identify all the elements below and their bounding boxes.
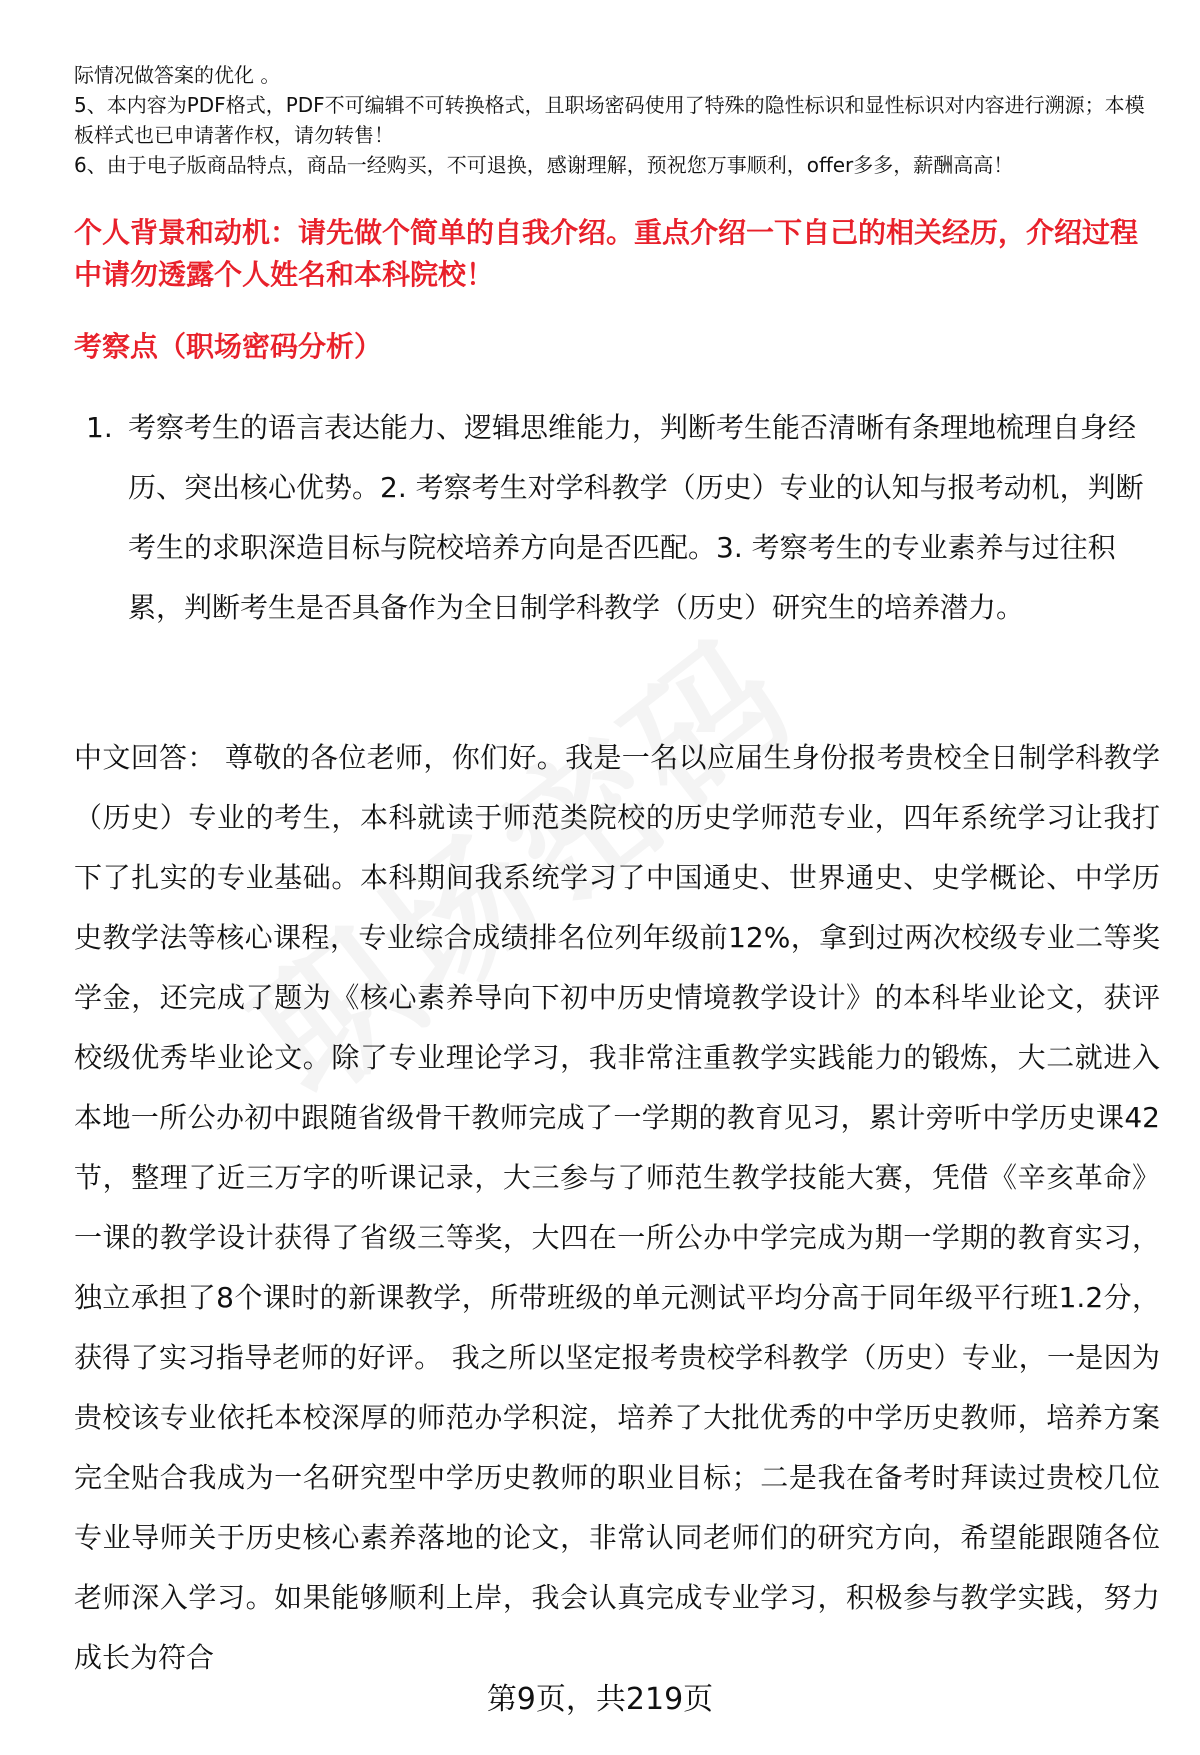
kaochadian-list [74,398,1154,638]
page-number: 第9页，共219页 [486,1682,714,1717]
list-item-number: 1. [86,411,113,444]
list-item-text: 考察考生的语言表达能力、逻辑思维能力，判断考生能否清晰有条理地梳理自身经历、突出核心优势。2. 考察考生对学科教学（历史）专业的认知与报考动机，判断考生的求职深造目标与院校培养方向是否匹配。3. 考察考生的专业素养与过往积累，判断考生是否具备作为全日制学科教学（历史）研究生的培养潜力。 [128,411,1144,624]
note-line-5: 5、本内容为PDF格式，PDF不可编辑不可转换格式，且职场密码使用了特殊的隐性标识和显性标识对内容进行溯源；本模板样式也已申请著作权，请勿转售！ [74,93,1145,147]
notes-block [74,60,1154,180]
question-heading: 个人背景和动机：请先做个简单的自我介绍。重点介绍一下自己的相关经历，介绍过程中请勿透露个人姓名和本科院校！ [74,216,1139,291]
note-line-6: 6、由于电子版商品特点，商品一经购买，不可退换，感谢理解，预祝您万事顺利，offer多多，薪酬高高！ [74,153,1014,177]
answer-paragraph: 中文回答： 尊敬的各位老师，你们好。我是一名以应届生身份报考贵校全日制学科教学（历史）专业的考生，本科就读于师范类院校的历史学师范专业，四年系统学习让我打下了扎实的专业基础。本科期间我系统学习了中国通史、世界通史、史学概论、中学历史教学法等核心课程，专业综合成绩排名位列年级前12%，拿到过两次校级专业二等奖学金，还完成了题为《核心素养导向下初中历史情境教学设计》的本科毕业论文，获评校级优秀毕业论文。除了专业理论学习，我非常注重教学实践能力的锻炼，大二就进入本地一所公办初中跟随省级骨干教师完成了一学期的教育见习，累计旁听中学历史课42节，整理了近三万字的听课记录，大三参与了师范生教学技能大赛，凭借《辛亥革命》一课的教学设计获得了省级三等奖，大四在一所公办中学完成为期一学期的教育实习，独立承担了8个课时的新课教学，所带班级的单元测试平均分高于同年级平行班1.2分，获得了实习指导老师的好评。 我之所以坚定报考贵校学科教学（历史）专业，一是因为贵校该专业依托本校深厚的师范办学积淀，培养了大批优秀的中学历史教师，培养方案完全贴合我成为一名研究型中学历史教师的职业目标；二是我在备考时拜读过贵校几位专业导师关于历史核心素养落地的论文，非常认同老师们的研究方向，希望能跟随各位老师深入学习。如果能够顺利上岸，我会认真完成专业学习，积极参与教学实践，努力成长为符合 [74,741,1160,1674]
kaochadian-heading: 考察点（职场密码分析） [74,330,383,363]
note-line-continuation: 际情况做答案的优化 。 [74,63,281,87]
list-item [74,398,1154,638]
